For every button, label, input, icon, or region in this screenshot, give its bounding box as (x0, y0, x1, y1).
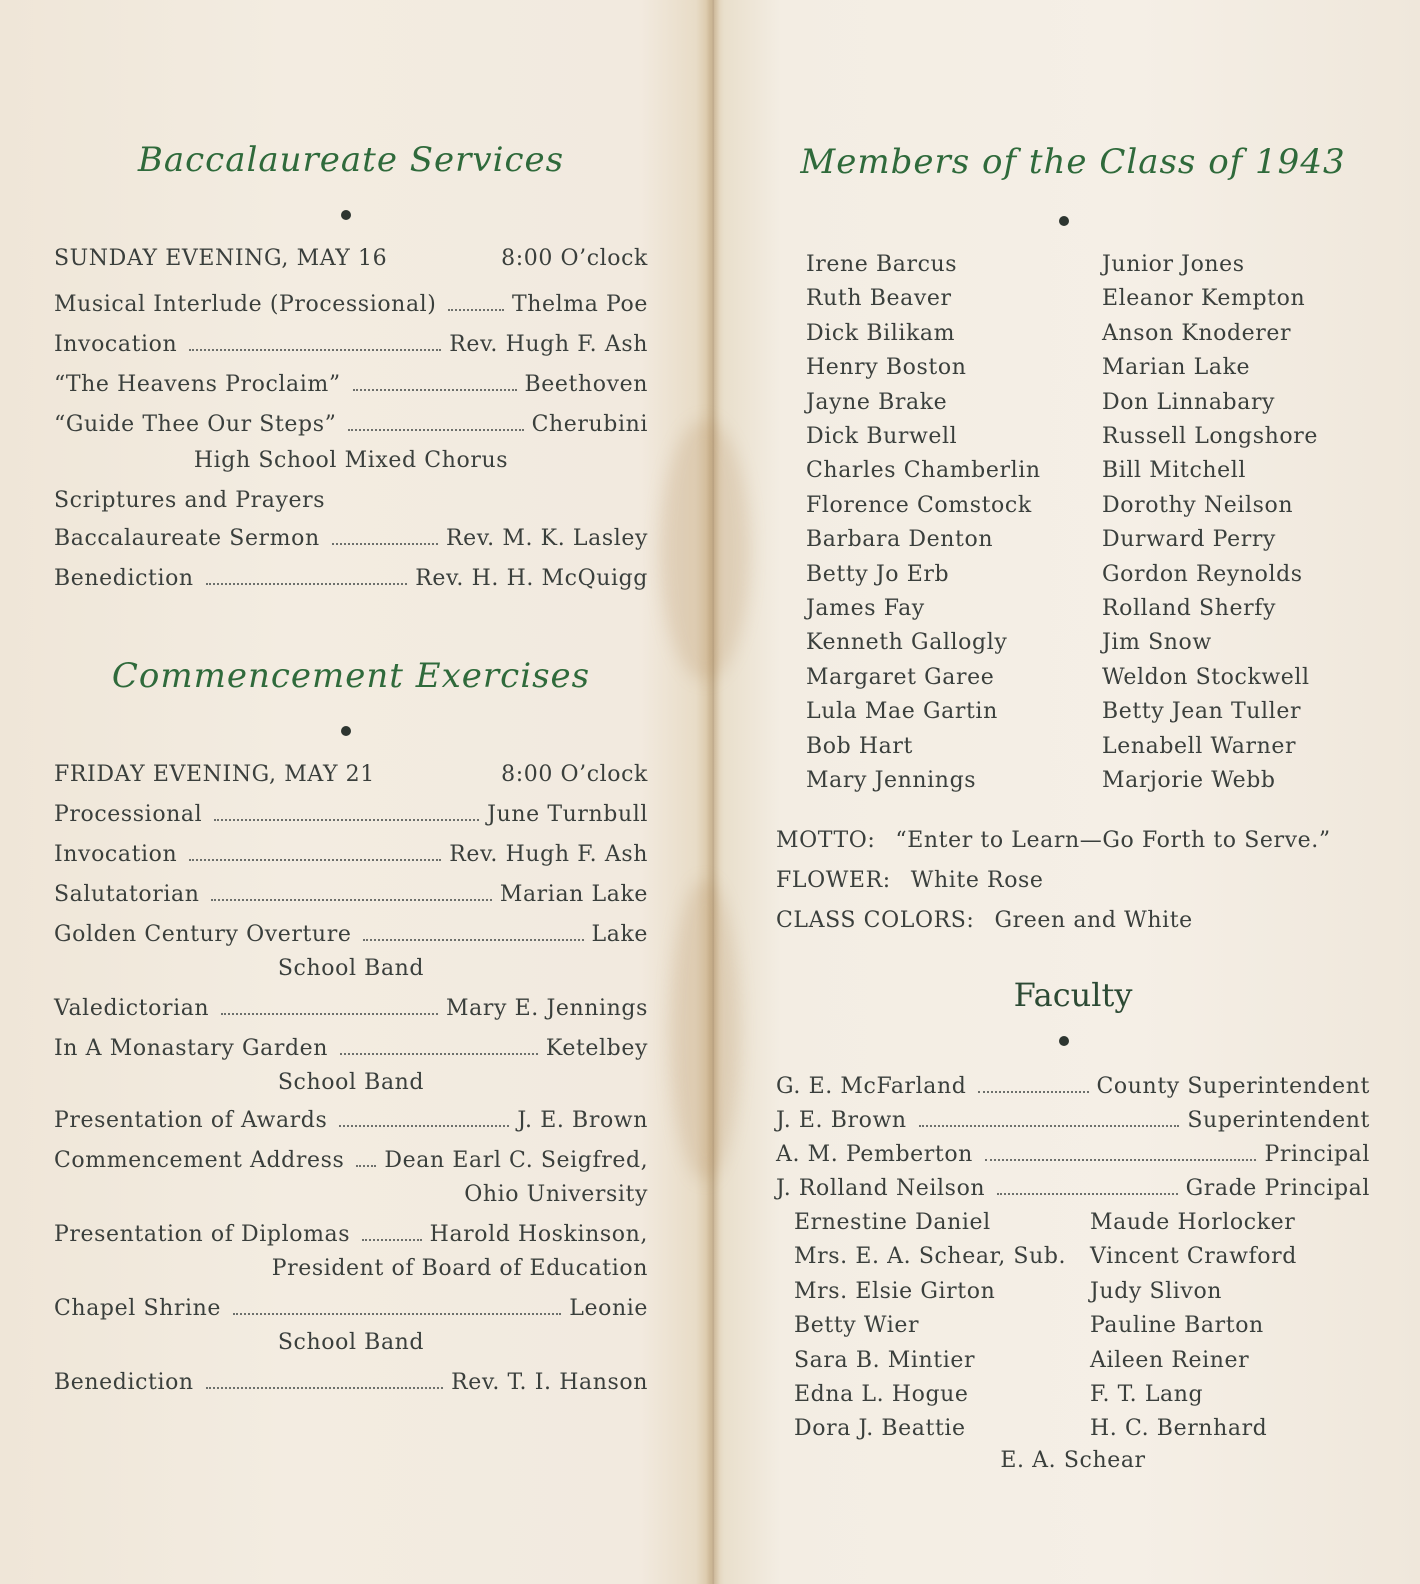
motto-line (776, 828, 1331, 853)
program-item-label: Benediction (54, 566, 194, 591)
program-item-label: “The Heavens Proclaim” (54, 372, 341, 397)
program-row (54, 1036, 648, 1066)
program-item-label: Golden Century Overture (54, 922, 352, 947)
official-name: G. E. McFarland (776, 1074, 967, 1099)
faculty-heading: Faculty (1013, 976, 1133, 1014)
dot-leader (356, 1165, 376, 1167)
dot-leader (339, 1125, 509, 1127)
member-name: Dick Burwell (806, 424, 958, 449)
baccalaureate-date-row (54, 246, 648, 276)
class-colors-text: Green and White (994, 908, 1193, 933)
bullet-dot (1059, 1036, 1069, 1046)
program-item-value: Thelma Poe (511, 292, 648, 317)
program-item-value: Ketelbey (545, 1036, 648, 1061)
dot-leader (919, 1125, 1180, 1127)
right-panel (776, 0, 1370, 1584)
program-item-value: Cherubini (531, 412, 648, 437)
program-row (54, 1370, 648, 1400)
water-stain (670, 880, 740, 1180)
flower-label: FLOWER: (776, 868, 891, 893)
bullet-dot (341, 726, 351, 736)
program-item-value: Rev. Hugh F. Ash (449, 842, 648, 867)
faculty-member-name: Mrs. E. A. Schear, Sub. (794, 1244, 1067, 1270)
baccalaureate-date: SUNDAY EVENING, MAY 16 (54, 246, 388, 271)
program-row (54, 566, 648, 596)
dot-leader (189, 349, 441, 351)
member-name: Bob Hart (806, 733, 913, 759)
member-name: Dorothy Neilson (1102, 492, 1294, 518)
water-stain (660, 420, 750, 680)
faculty-member-name: H. C. Bernhard (1090, 1416, 1268, 1442)
dot-leader (211, 899, 491, 901)
dot-leader (362, 1239, 422, 1241)
member-name: Lenabell Warner (1102, 733, 1297, 759)
program-item-value: June Turnbull (487, 802, 648, 827)
baccalaureate-heading: Baccalaureate Services (137, 140, 565, 180)
motto-label: MOTTO: (776, 828, 876, 853)
flower-line (776, 868, 1044, 893)
program-item-label: Presentation of Awards (54, 1108, 328, 1133)
member-name: Marian Lake (1102, 355, 1251, 381)
member-name: Barbara Denton (806, 527, 994, 553)
member-name: Anson Knoderer (1102, 320, 1292, 346)
faculty-official-row (776, 1176, 1370, 1206)
official-title: Grade Principal (1185, 1176, 1370, 1201)
member-name: Weldon Stockwell (1102, 664, 1310, 690)
dot-leader (363, 939, 583, 941)
program-row (54, 332, 648, 362)
member-name: Bill Mitchell (1102, 458, 1247, 484)
faculty-member-name: Betty Wier (794, 1313, 920, 1339)
program-item-value: Dean Earl C. Seigfred, (384, 1148, 649, 1173)
program-item-label: Chapel Shrine (54, 1296, 222, 1321)
member-name: Irene Barcus (806, 252, 958, 277)
program-item-value: Marian Lake (499, 882, 648, 907)
program-row (54, 842, 648, 872)
school-band-credit: School Band (277, 1330, 425, 1355)
program-row (54, 292, 648, 322)
dot-leader (206, 583, 407, 585)
class-colors-label: CLASS COLORS: (776, 908, 975, 933)
commencement-date-row (54, 762, 648, 792)
program-item-value: Rev. H. H. McQuigg (415, 566, 648, 591)
dot-leader (340, 1053, 538, 1055)
program-item-value: Leonie (569, 1296, 648, 1321)
program-item-value: Mary E. Jennings (446, 996, 648, 1021)
program-row (54, 412, 648, 442)
bullet-dot (341, 210, 351, 220)
faculty-member-name: F. T. Lang (1090, 1382, 1204, 1407)
member-name: Don Linnabary (1102, 389, 1276, 415)
commencement-heading: Commencement Exercises (111, 656, 591, 696)
speaker-affiliation: Ohio University (464, 1182, 648, 1207)
dot-leader (978, 1091, 1088, 1093)
faculty-member-name: Ernestine Daniel (794, 1210, 991, 1235)
member-name: Lula Mae Gartin (806, 699, 998, 725)
program-row (54, 802, 648, 832)
dot-leader (353, 389, 517, 391)
member-name: Marjorie Webb (1102, 768, 1276, 793)
program-item-label: Commencement Address (54, 1148, 345, 1173)
program-item-value: Rev. T. I. Hanson (451, 1370, 648, 1395)
flower-text: White Rose (910, 868, 1044, 893)
faculty-member-name: Judy Slivon (1090, 1278, 1223, 1304)
program-item-label: Invocation (54, 842, 178, 867)
member-name: Gordon Reynolds (1102, 561, 1303, 587)
dot-leader (189, 859, 441, 861)
dot-leader (997, 1193, 1177, 1195)
member-name: James Fay (806, 596, 925, 621)
member-name: Kenneth Gallogly (806, 630, 1008, 656)
faculty-official-row (776, 1074, 1370, 1104)
commencement-time: 8:00 O’clock (501, 762, 648, 787)
official-title: Principal (1264, 1142, 1370, 1167)
member-name: Dick Bilikam (806, 320, 956, 346)
bullet-dot (1059, 216, 1069, 226)
program-row (54, 922, 648, 952)
faculty-member-name: Mrs. Elsie Girton (794, 1278, 996, 1304)
program-item-label: Benediction (54, 1370, 194, 1395)
program-item-label: Invocation (54, 332, 178, 357)
left-panel (54, 0, 648, 1584)
program-row (54, 1222, 648, 1252)
faculty-member-name: Pauline Barton (1090, 1313, 1264, 1339)
program-item-label: Processional (54, 802, 203, 827)
member-name: Rolland Sherfy (1102, 596, 1276, 621)
dot-leader (206, 1387, 443, 1389)
dot-leader (448, 309, 503, 311)
chorus-credit: High School Mixed Chorus (193, 448, 509, 473)
center-fold (706, 0, 720, 1584)
official-name: J. Rolland Neilson (776, 1176, 986, 1201)
faculty-member-name: Edna L. Hogue (794, 1382, 969, 1407)
program-item-value: Beethoven (524, 372, 648, 397)
program-item-value: Rev. Hugh F. Ash (449, 332, 648, 357)
program-row (54, 882, 648, 912)
member-name: Mary Jennings (806, 768, 977, 793)
program-row (54, 996, 648, 1026)
presenter-title: President of Board of Education (271, 1256, 648, 1281)
faculty-member-name: Vincent Crawford (1090, 1244, 1297, 1270)
member-name: Henry Boston (806, 355, 967, 381)
member-name: Durward Perry (1102, 527, 1276, 553)
dot-leader (348, 429, 523, 431)
official-name: J. E. Brown (776, 1108, 907, 1133)
scriptures-line: Scriptures and Prayers (54, 488, 326, 513)
program-item-value: Rev. M. K. Lasley (445, 526, 648, 551)
faculty-official-row (776, 1108, 1370, 1138)
member-name: Jayne Brake (806, 389, 948, 415)
dot-leader (221, 1013, 438, 1015)
member-name: Ruth Beaver (806, 286, 952, 312)
member-name: Jim Snow (1102, 630, 1212, 656)
program-item-value: Lake (591, 922, 648, 947)
member-name: Junior Jones (1102, 252, 1245, 277)
official-title: Superintendent (1187, 1108, 1370, 1133)
faculty-member-name: Maude Horlocker (1090, 1210, 1296, 1235)
dot-leader (233, 1313, 561, 1315)
program-item-label: Baccalaureate Sermon (54, 526, 320, 551)
class-colors-line (776, 908, 1193, 933)
member-name: Florence Comstock (806, 492, 1032, 518)
motto-text: “Enter to Learn—Go Forth to Serve.” (895, 828, 1331, 853)
members-heading: Members of the Class of 1943 (800, 142, 1346, 182)
official-title: County Superintendent (1096, 1074, 1370, 1099)
program-row (54, 372, 648, 402)
program-item-label: Musical Interlude (Processional) (54, 292, 437, 317)
faculty-last-name: E. A. Schear (1000, 1448, 1146, 1473)
dot-leader (214, 819, 479, 821)
program-item-label: In A Monastary Garden (54, 1036, 329, 1061)
program-row (54, 1148, 648, 1178)
program-item-label: Valedictorian (54, 996, 210, 1021)
faculty-official-row (776, 1142, 1370, 1172)
program-item-value: J. E. Brown (517, 1108, 648, 1133)
commencement-date: FRIDAY EVENING, MAY 21 (54, 762, 375, 787)
school-band-credit: School Band (277, 1070, 425, 1095)
faculty-member-name: Dora J. Beattie (794, 1416, 966, 1442)
member-name: Russell Longshore (1102, 424, 1318, 449)
baccalaureate-time: 8:00 O’clock (501, 246, 648, 271)
program-row (54, 1296, 648, 1326)
program-item-label: Presentation of Diplomas (54, 1222, 351, 1247)
member-name: Margaret Garee (806, 664, 995, 690)
member-name: Charles Chamberlin (806, 458, 1041, 484)
faculty-member-name: Aileen Reiner (1090, 1347, 1250, 1373)
school-band-credit: School Band (277, 956, 425, 981)
member-name: Betty Jean Tuller (1102, 699, 1302, 725)
program-item-label: “Guide Thee Our Steps” (54, 412, 337, 437)
official-name: A. M. Pemberton (776, 1142, 973, 1167)
program-row (54, 526, 648, 556)
program-row (54, 1108, 648, 1138)
dot-leader (985, 1159, 1257, 1161)
program-item-label: Salutatorian (54, 882, 200, 907)
faculty-member-name: Sara B. Mintier (794, 1347, 976, 1373)
program-item-value: Harold Hoskinson, (429, 1222, 648, 1247)
dot-leader (332, 543, 438, 545)
member-name: Betty Jo Erb (806, 561, 950, 587)
member-name: Eleanor Kempton (1102, 286, 1306, 312)
